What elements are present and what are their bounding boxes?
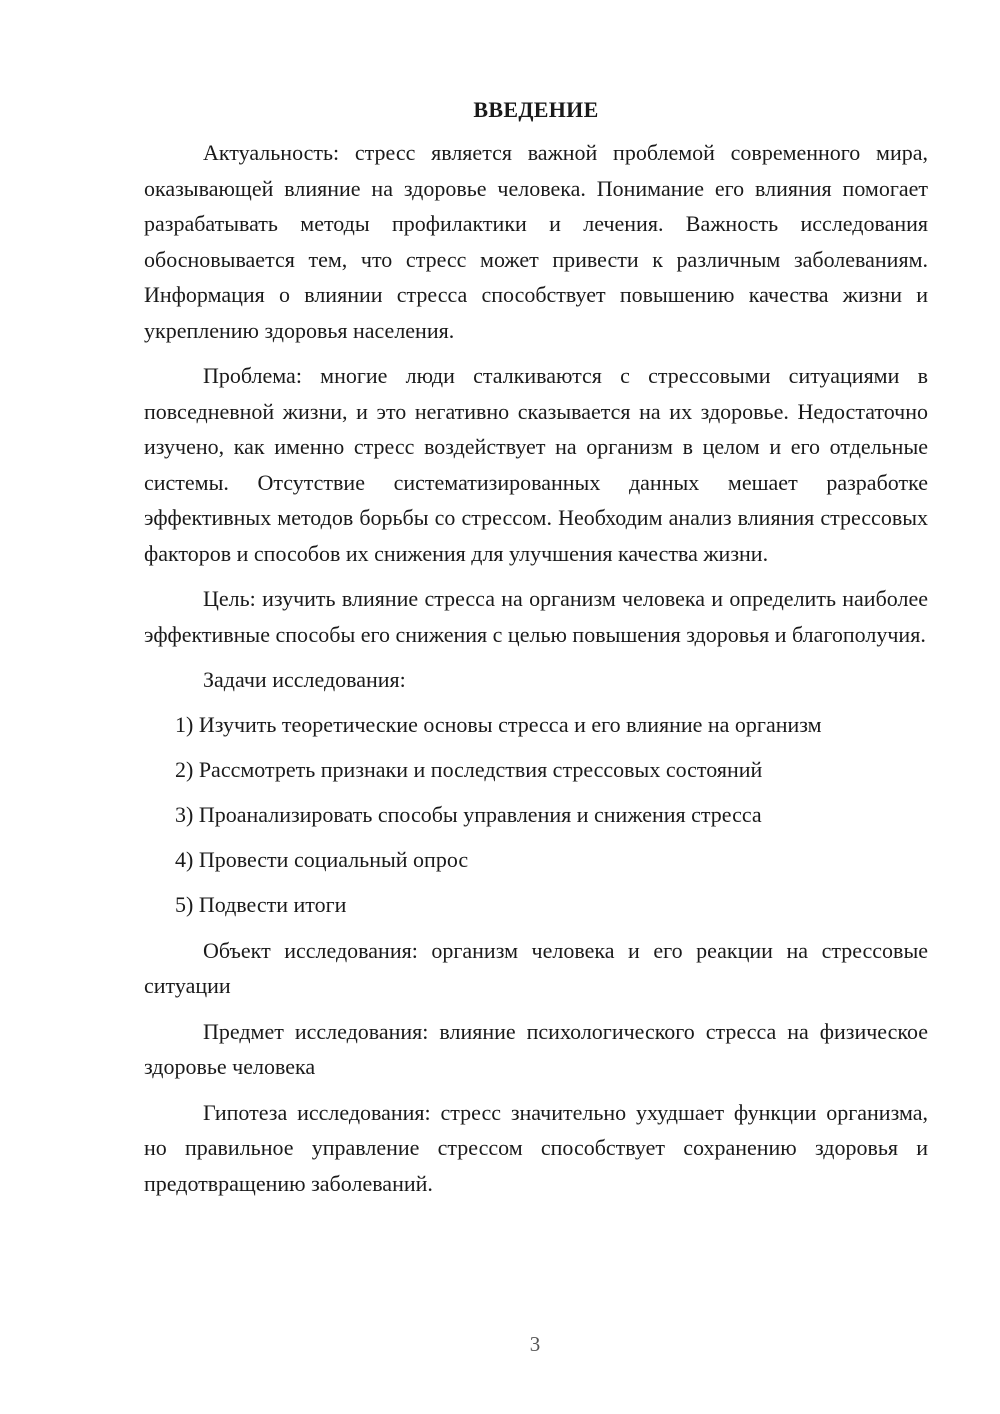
hypothesis-paragraph: Гипотеза исследования: стресс значительно ухудшает функции организма, но правильное управление стрессом способствует сохранению здоровья и предотвращению заболеваний. (144, 1099, 928, 1196)
section-title: ВВЕДЕНИЕ (473, 97, 599, 122)
relevance-paragraph: Актуальность: стресс является важной проблемой современного мира, оказывающей влияние на здоровье человека. Понимание его влияния помогает разрабатывать методы профилактики и лечения. Важность исследования обосновывается тем, что стресс может привести к различным заболеваниям. Информация о влиянии стресса способствует повышению качества жизни и укреплению здоровья населения. (144, 140, 928, 343)
task-list (144, 707, 928, 923)
page-content (144, 92, 928, 1201)
problem-paragraph: Проблема: многие люди сталкиваются с стрессовыми ситуациями в повседневной жизни, и это негативно сказывается на их здоровье. Недостаточно изучено, как именно стресс воздействует на организм в целом и его отдельные системы. Отсутствие систематизированных данных мешает разработке эффективных методов борьбы со стрессом. Необходим анализ влияния стрессовых факторов и способов их снижения для улучшения качества жизни. (144, 363, 928, 566)
tasks-heading: Задачи исследования: (203, 667, 406, 692)
task-item: 3) Проанализировать способы управления и снижения стресса (175, 801, 762, 827)
task-item: 1) Изучить теоретические основы стресса и его влияние на организм (175, 711, 822, 737)
task-item: 5) Подвести итоги (175, 891, 347, 917)
goal-paragraph: Цель: изучить влияние стресса на организм человека и определить наиболее эффективные способы его снижения с целью повышения здоровья и благополучия. (144, 586, 928, 647)
page-number: 3 (529, 1332, 541, 1356)
task-item: 2) Рассмотреть признаки и последствия стрессовых состояний (175, 756, 763, 782)
task-item: 4) Провести социальный опрос (175, 846, 469, 872)
object-paragraph: Объект исследования: организм человека и его реакции на стрессовые ситуации (144, 937, 928, 998)
subject-paragraph: Предмет исследования: влияние психологического стресса на физическое здоровье человека (144, 1018, 928, 1079)
